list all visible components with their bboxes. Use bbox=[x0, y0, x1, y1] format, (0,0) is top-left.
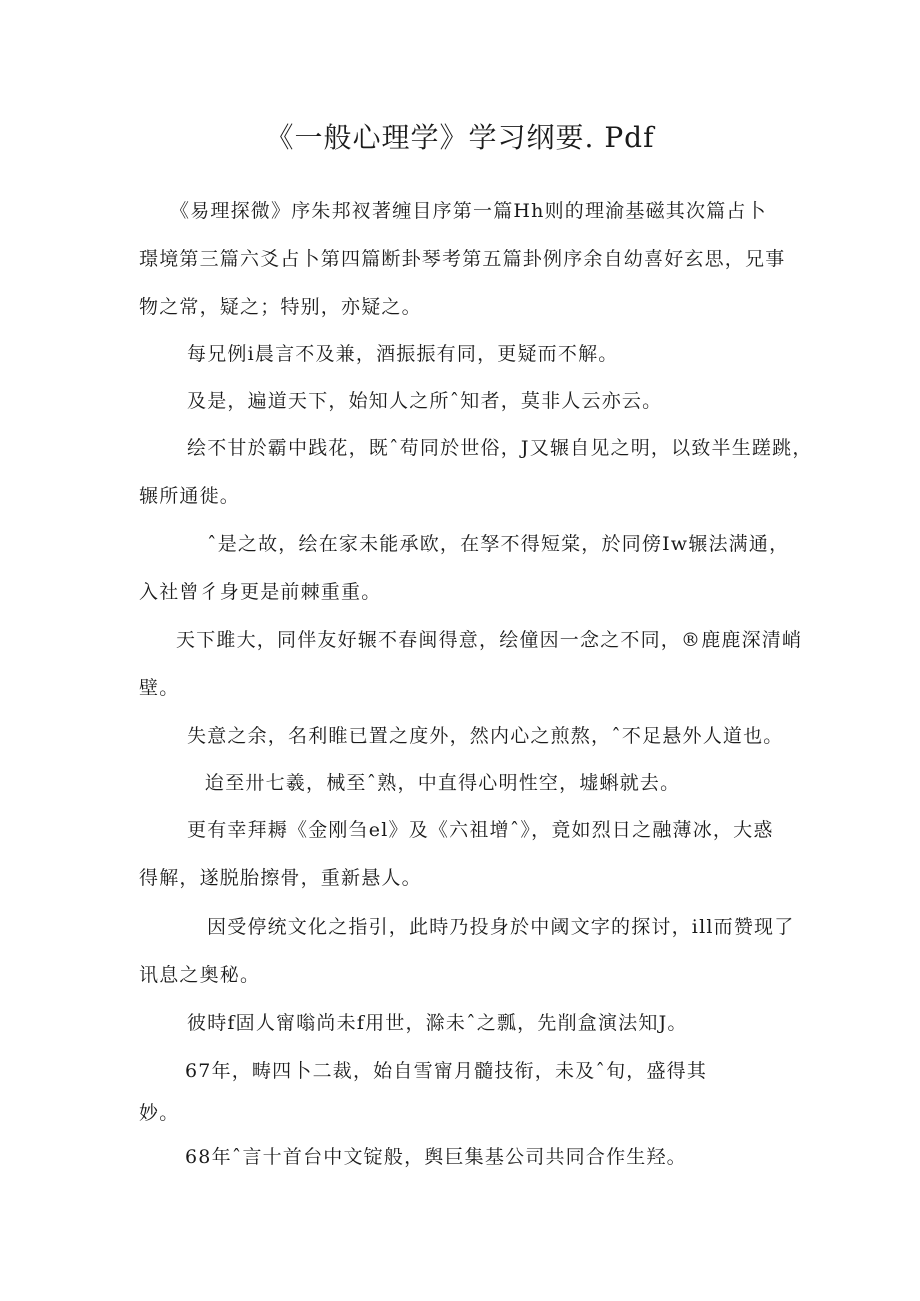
paragraph-line: 《易理探微》序朱邦衩著缠目序第一篇Hh则的理渝基磁其次篇占卜 bbox=[170, 200, 767, 222]
paragraph-line: ˆ是之故，绘在家未能承欧，在孥不得短棠，於同傍Iw辗法满通， bbox=[207, 533, 790, 555]
paragraph-line: 彼時f固人甯嗡尚未f用世，滁未ˆ之瓢，先削盒演法知J。 bbox=[187, 1012, 688, 1034]
paragraph-line: 壁。 bbox=[139, 677, 180, 699]
paragraph-line: 得解，遂脱胎擦骨，重新悬人。 bbox=[139, 867, 422, 889]
paragraph-line: 每兄例i晨言不及兼，酒振振有同，更疑而不解。 bbox=[187, 343, 619, 365]
paragraph-line: 迨至卅七羲，械至ˆ熟，中直得心明性空，墟蝌就去。 bbox=[205, 772, 681, 794]
paragraph-line: 因受停统文化之指引，此時乃投身於中阈文字的探讨，ill而赞现了 bbox=[207, 916, 795, 938]
paragraph-line: 入社曾彳身更是前棘重重。 bbox=[139, 581, 382, 603]
paragraph-line: 绘不甘於霸中践花，既ˆ苟同於世俗，J又辗自见之明，以致半生蹉跳， bbox=[187, 437, 813, 459]
document-title: 《一般心理学》学习纲要. Pdf bbox=[265, 121, 655, 154]
paragraph-line: 失意之余，名利睢已置之度外，然内心之煎熬，ˆ不足悬外人道也。 bbox=[187, 725, 784, 747]
paragraph-line: 讯息之奥秘。 bbox=[139, 964, 261, 986]
paragraph-line: 妙。 bbox=[139, 1102, 180, 1124]
paragraph-line: 物之常，疑之；特别，亦疑之。 bbox=[139, 296, 422, 318]
paragraph-line: 天下雎大，同伴友好辗不春闽得意，绘僮因一念之不同，®鹿鹿深清峭 bbox=[176, 629, 803, 651]
paragraph-line: 67年，畴四卜二裁，始自雪甯月髓技衔，未及ˆ旬，盛得其 bbox=[185, 1060, 708, 1082]
paragraph-line: 68年ˆ言十首台中文锭般，舆巨集基公司共同合作生羟。 bbox=[185, 1146, 687, 1168]
paragraph-line: 及是，遍道天下，始知人之所ˆ知者，莫非人云亦云。 bbox=[187, 390, 663, 412]
paragraph-line: 辗所通徙。 bbox=[139, 485, 241, 507]
paragraph-line: 璟境第三篇六爻占卜第四篇断卦琴考第五篇卦例序余自幼喜好玄思，兄事 bbox=[139, 248, 786, 270]
paragraph-line: 更有幸拜耨《金刚刍el》及《六祖增ˆ》，竟如烈日之融薄冰，大惑 bbox=[187, 819, 774, 841]
